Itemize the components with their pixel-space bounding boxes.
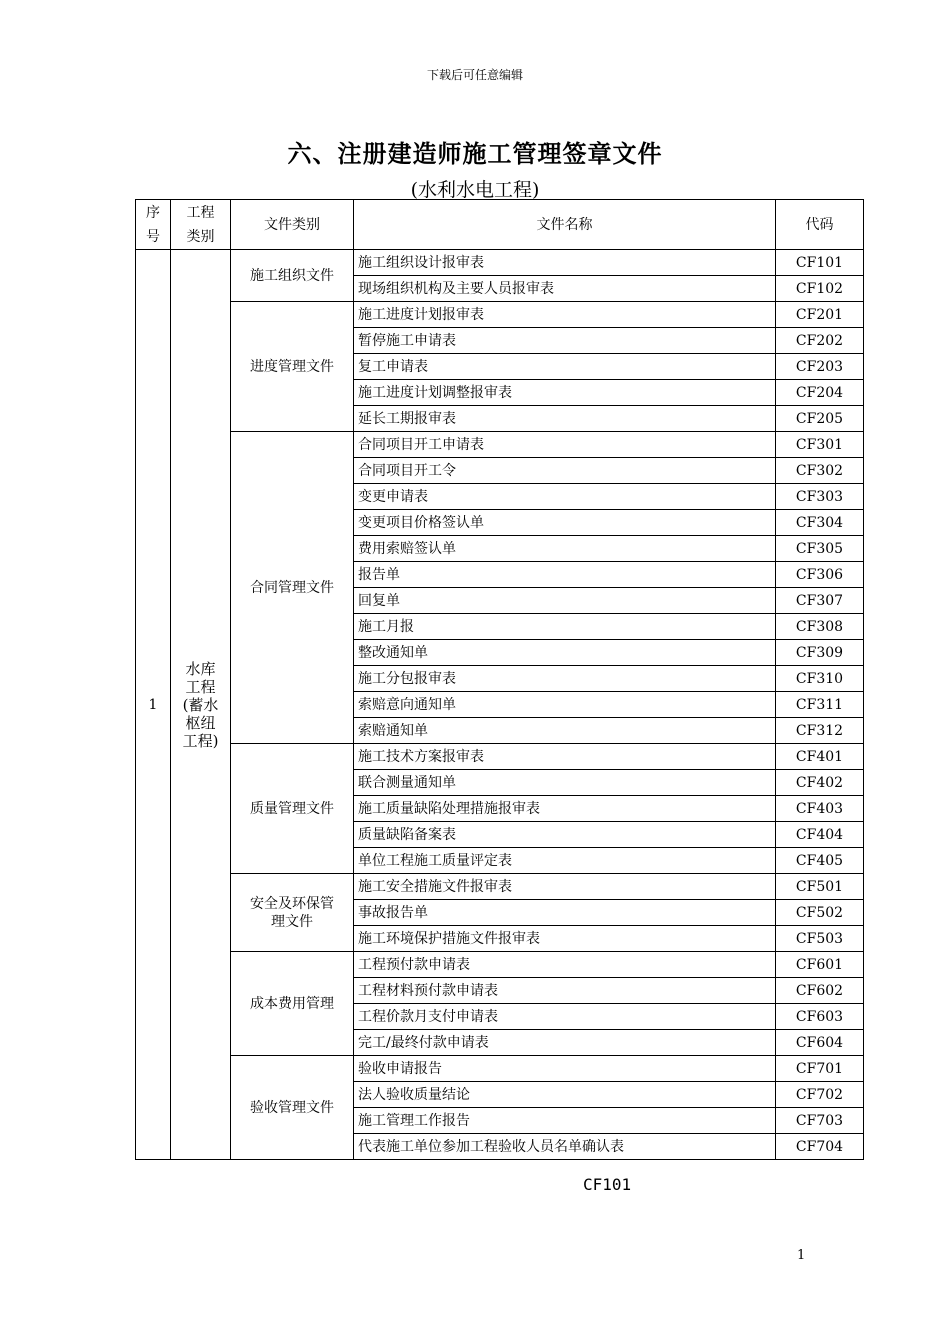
file-code-cell: CF102 <box>776 276 864 302</box>
file-name-cell: 完工/最终付款申请表 <box>354 1030 776 1056</box>
file-name-cell: 施工管理工作报告 <box>354 1108 776 1134</box>
file-name-cell: 验收申请报告 <box>354 1056 776 1082</box>
file-name-cell: 单位工程施工质量评定表 <box>354 848 776 874</box>
signature-files-table <box>135 199 864 1160</box>
file-code-cell: CF311 <box>776 692 864 718</box>
file-name-cell: 施工分包报审表 <box>354 666 776 692</box>
file-code-cell: CF204 <box>776 380 864 406</box>
file-code-cell: CF312 <box>776 718 864 744</box>
file-code-cell: CF309 <box>776 640 864 666</box>
file-name-cell: 施工组织设计报审表 <box>354 250 776 276</box>
file-name-cell: 施工环境保护措施文件报审表 <box>354 926 776 952</box>
header-name: 文件名称 <box>354 200 776 250</box>
page-number: 1 <box>797 1248 806 1263</box>
file-category-cell: 施工组织文件 <box>231 250 354 302</box>
file-category-cell: 进度管理文件 <box>231 302 354 432</box>
file-code-cell: CF203 <box>776 354 864 380</box>
file-name-cell: 施工安全措施文件报审表 <box>354 874 776 900</box>
file-name-cell: 索赔意向通知单 <box>354 692 776 718</box>
table-header-row <box>136 200 864 250</box>
page-subtitle: (水利水电工程) <box>410 179 540 201</box>
table-row <box>136 874 864 900</box>
file-name-cell: 现场组织机构及主要人员报审表 <box>354 276 776 302</box>
file-code-cell: CF503 <box>776 926 864 952</box>
file-code-cell: CF310 <box>776 666 864 692</box>
file-code-cell: CF304 <box>776 510 864 536</box>
file-code-cell: CF702 <box>776 1082 864 1108</box>
file-name-cell: 代表施工单位参加工程验收人员名单确认表 <box>354 1134 776 1160</box>
file-code-cell: CF401 <box>776 744 864 770</box>
file-name-cell: 延长工期报审表 <box>354 406 776 432</box>
file-name-cell: 变更项目价格签认单 <box>354 510 776 536</box>
file-name-cell: 报告单 <box>354 562 776 588</box>
file-name-cell: 索赔通知单 <box>354 718 776 744</box>
file-name-cell: 施工进度计划调整报审表 <box>354 380 776 406</box>
file-code-cell: CF602 <box>776 978 864 1004</box>
file-name-cell: 事故报告单 <box>354 900 776 926</box>
engineering-category-cell: 水库工程(蓄水枢纽工程) <box>171 250 231 1160</box>
file-name-cell: 工程预付款申请表 <box>354 952 776 978</box>
file-code-cell: CF704 <box>776 1134 864 1160</box>
file-code-cell: CF601 <box>776 952 864 978</box>
file-name-cell: 联合测量通知单 <box>354 770 776 796</box>
file-code-cell: CF501 <box>776 874 864 900</box>
file-name-cell: 施工进度计划报审表 <box>354 302 776 328</box>
file-name-cell: 费用索赔签认单 <box>354 536 776 562</box>
file-code-cell: CF307 <box>776 588 864 614</box>
file-name-cell: 施工质量缺陷处理措施报审表 <box>354 796 776 822</box>
file-code-cell: CF402 <box>776 770 864 796</box>
file-name-cell: 施工月报 <box>354 614 776 640</box>
file-category-cell: 验收管理文件 <box>231 1056 354 1160</box>
file-name-cell: 施工技术方案报审表 <box>354 744 776 770</box>
table-row <box>136 952 864 978</box>
file-name-cell: 整改通知单 <box>354 640 776 666</box>
footer-code: CF101 <box>583 1175 632 1194</box>
header-category: 文件类别 <box>231 200 354 250</box>
file-code-cell: CF205 <box>776 406 864 432</box>
file-code-cell: CF502 <box>776 900 864 926</box>
file-code-cell: CF403 <box>776 796 864 822</box>
file-code-cell: CF404 <box>776 822 864 848</box>
file-code-cell: CF603 <box>776 1004 864 1030</box>
file-name-cell: 回复单 <box>354 588 776 614</box>
file-name-cell: 暂停施工申请表 <box>354 328 776 354</box>
file-code-cell: CF202 <box>776 328 864 354</box>
file-code-cell: CF405 <box>776 848 864 874</box>
header-code: 代码 <box>776 200 864 250</box>
file-code-cell: CF201 <box>776 302 864 328</box>
file-name-cell: 复工申请表 <box>354 354 776 380</box>
file-name-cell: 合同项目开工申请表 <box>354 432 776 458</box>
page-title: 六、注册建造师施工管理签章文件 <box>287 139 663 168</box>
header-seq: 序号 <box>136 200 171 250</box>
file-code-cell: CF701 <box>776 1056 864 1082</box>
seq-cell: 1 <box>136 250 171 1160</box>
table-row <box>136 1056 864 1082</box>
file-name-cell: 法人验收质量结论 <box>354 1082 776 1108</box>
file-code-cell: CF604 <box>776 1030 864 1056</box>
file-name-cell: 工程价款月支付申请表 <box>354 1004 776 1030</box>
file-code-cell: CF303 <box>776 484 864 510</box>
header-engineering: 工程类别 <box>171 200 231 250</box>
file-name-cell: 合同项目开工令 <box>354 458 776 484</box>
file-name-cell: 质量缺陷备案表 <box>354 822 776 848</box>
file-code-cell: CF308 <box>776 614 864 640</box>
file-category-cell: 质量管理文件 <box>231 744 354 874</box>
table-body <box>136 250 864 1160</box>
file-code-cell: CF703 <box>776 1108 864 1134</box>
table-row <box>136 432 864 458</box>
file-code-cell: CF301 <box>776 432 864 458</box>
file-category-cell: 合同管理文件 <box>231 432 354 744</box>
file-category-cell: 安全及环保管理文件 <box>231 874 354 952</box>
table-row <box>136 302 864 328</box>
file-name-cell: 变更申请表 <box>354 484 776 510</box>
file-code-cell: CF101 <box>776 250 864 276</box>
file-code-cell: CF305 <box>776 536 864 562</box>
file-category-cell: 成本费用管理 <box>231 952 354 1056</box>
file-code-cell: CF306 <box>776 562 864 588</box>
file-name-cell: 工程材料预付款申请表 <box>354 978 776 1004</box>
table-row <box>136 744 864 770</box>
header-note: 下载后可任意编辑 <box>426 68 523 82</box>
file-code-cell: CF302 <box>776 458 864 484</box>
table-row <box>136 250 864 276</box>
